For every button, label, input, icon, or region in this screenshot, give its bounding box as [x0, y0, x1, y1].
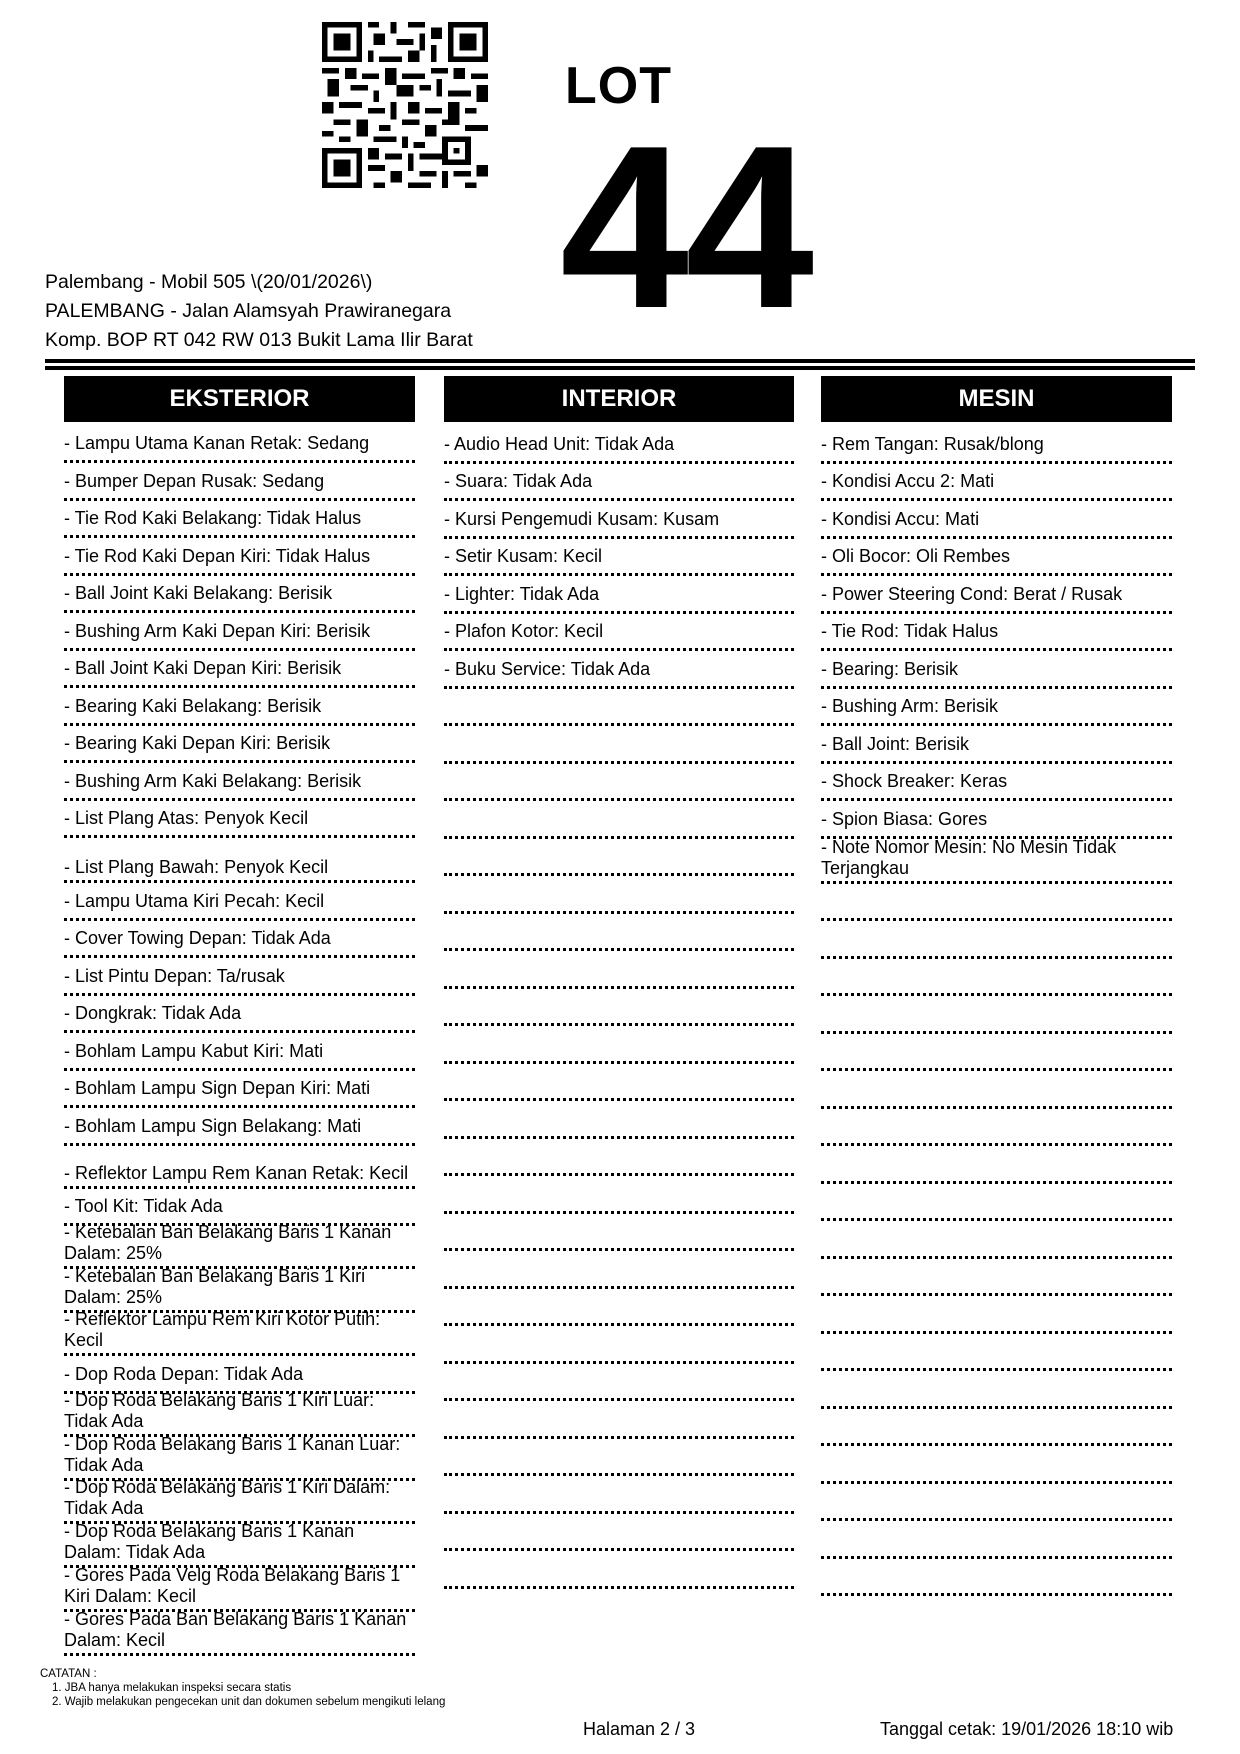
- inspection-item: [64, 726, 415, 763]
- inspection-item: [821, 764, 1172, 802]
- item-text: - Tie Rod Kaki Belakang: Tidak Halus: [64, 508, 362, 528]
- empty-row: [821, 1409, 1172, 1447]
- address-line: Palembang - Mobil 505 \(20/01/2026\): [45, 271, 373, 293]
- empty-row: [444, 689, 794, 727]
- item-text: - Lampu Utama Kanan Retak: Sedang: [64, 433, 370, 453]
- inspection-item: [821, 614, 1172, 652]
- print-date: Tanggal cetak: 19/01/2026 18:10 wib: [880, 1719, 1174, 1739]
- inspection-item: [444, 464, 794, 502]
- inspection-item: [64, 688, 415, 726]
- inspection-item: [444, 651, 794, 689]
- empty-row: [821, 1259, 1172, 1297]
- inspection-item: [821, 539, 1172, 577]
- inspection-item: [64, 763, 415, 801]
- empty-row: [821, 1034, 1172, 1072]
- empty-row: [821, 1296, 1172, 1334]
- empty-row: [444, 1251, 794, 1289]
- inspection-item: [64, 1033, 415, 1071]
- empty-row: [821, 1109, 1172, 1147]
- item-text: - List Plang Bawah: Penyok Kecil: [64, 857, 329, 877]
- item-text: - Bohlam Lampu Sign Belakang: Mati: [64, 1116, 362, 1136]
- empty-row: [821, 1221, 1172, 1259]
- note-item: 1. JBA hanya melakukan inspeksi secara statis: [52, 1682, 292, 1694]
- inspection-item: [444, 539, 794, 577]
- inspection-item: [64, 1609, 415, 1656]
- empty-row: [444, 876, 794, 914]
- inspection-item: [821, 726, 1172, 764]
- inspection-item: [444, 501, 794, 539]
- item-text: - Bearing Kaki Depan Kiri: Berisik: [64, 733, 331, 753]
- inspection-item: [821, 801, 1172, 839]
- inspection-item: [64, 1565, 415, 1612]
- item-text: - Ball Joint: Berisik: [821, 733, 970, 754]
- empty-row: [444, 989, 794, 1027]
- empty-row: [444, 1514, 794, 1552]
- section-title: MESIN: [821, 376, 1172, 422]
- empty-row: [444, 1289, 794, 1327]
- inspection-item: [821, 501, 1172, 539]
- item-text: - List Plang Atas: Penyok Kecil: [64, 808, 309, 828]
- inspection-item: [821, 426, 1172, 464]
- empty-row: [444, 914, 794, 952]
- item-text: - Dop Roda Belakang Baris 1 Kiri Luar: Tidak Ada: [64, 1390, 375, 1431]
- empty-row: [444, 1139, 794, 1177]
- inspection-item: [64, 1071, 415, 1108]
- inspection-item: [64, 801, 415, 838]
- empty-row: [821, 1521, 1172, 1559]
- item-text: - Ball Joint Kaki Belakang: Berisik: [64, 583, 333, 603]
- inspection-item: [64, 921, 415, 958]
- item-text: - Tie Rod: Tidak Halus: [821, 621, 999, 641]
- item-text: - Shock Breaker: Keras: [821, 771, 1008, 791]
- inspection-item: [821, 689, 1172, 727]
- empty-row: [444, 1364, 794, 1402]
- item-text: - Ketebalan Ban Belakang Baris 1 Kiri Dalam: 25%: [64, 1266, 366, 1307]
- item-text: - Gores Pada Ban Belakang Baris 1 Kanan Dalam: Kecil: [64, 1609, 407, 1650]
- header-divider-top: [45, 359, 1195, 363]
- empty-row: [444, 764, 794, 802]
- item-text: - Plafon Kotor: Kecil: [444, 621, 604, 641]
- empty-row: [444, 1326, 794, 1364]
- item-text: - Setir Kusam: Kecil: [444, 546, 603, 566]
- section-interior: [444, 376, 794, 1589]
- item-text: - Dop Roda Belakang Baris 1 Kanan Dalam: Tidak Ada: [64, 1521, 355, 1562]
- section-title: EKSTERIOR: [64, 376, 415, 422]
- item-text: - Audio Head Unit: Tidak Ada: [444, 433, 675, 454]
- item-text: - Lampu Utama Kiri Pecah: Kecil: [64, 891, 325, 911]
- item-text: - Bushing Arm Kaki Belakang: Berisik: [64, 771, 362, 791]
- item-text: - Bohlam Lampu Kabut Kiri: Mati: [64, 1041, 324, 1061]
- empty-row: [444, 726, 794, 764]
- notes: [40, 1667, 445, 1709]
- item-text: - Reflektor Lampu Rem Kanan Retak: Kecil: [64, 1163, 409, 1183]
- empty-row: [821, 921, 1172, 959]
- empty-row: [444, 1064, 794, 1102]
- empty-row: [821, 1484, 1172, 1522]
- item-list: [64, 426, 415, 1656]
- item-text: - Bushing Arm: Berisik: [821, 696, 999, 716]
- inspection-item: [64, 463, 415, 501]
- empty-row: [444, 1439, 794, 1477]
- inspection-item: [444, 426, 794, 464]
- item-text: - Rem Tangan: Rusak/blong: [821, 433, 1044, 454]
- item-text: - Lighter: Tidak Ada: [444, 583, 600, 604]
- inspection-item: [64, 1356, 415, 1394]
- item-text: - Gores Pada Velg Roda Belakang Baris 1 Kiri Dalam: Kecil: [64, 1565, 401, 1606]
- empty-row: [821, 1146, 1172, 1184]
- inspection-item: [64, 996, 415, 1033]
- empty-row: [444, 1176, 794, 1214]
- inspection-item: [64, 538, 415, 576]
- inspection-item: [64, 883, 415, 921]
- empty-row: [821, 1559, 1172, 1597]
- item-text: - Bearing: Berisik: [821, 658, 959, 679]
- empty-row: [444, 1401, 794, 1439]
- notes-title: CATATAN :: [40, 1668, 97, 1680]
- item-text: - Dop Roda Belakang Baris 1 Kanan Luar: Tidak Ada: [64, 1434, 401, 1475]
- empty-row: [821, 1446, 1172, 1484]
- location-address: [45, 268, 473, 355]
- inspection-item: [64, 958, 415, 996]
- section-mesin: [821, 376, 1172, 1596]
- inspection-item: [64, 1189, 415, 1226]
- note-item: 2. Wajib melakukan pengecekan unit dan dokumen sebelum mengikuti lelang: [52, 1696, 446, 1708]
- inspection-item: [64, 1434, 415, 1481]
- inspection-item: [821, 836, 1172, 884]
- address-line: Komp. BOP RT 042 RW 013 Bukit Lama Ilir Barat: [45, 329, 473, 351]
- section-eksterior: [64, 376, 415, 1656]
- item-text: - Dop Roda Belakang Baris 1 Kiri Dalam: Tidak Ada: [64, 1477, 391, 1518]
- empty-row: [821, 1371, 1172, 1409]
- inspection-item: [64, 1146, 415, 1189]
- item-text: - Dop Roda Depan: Tidak Ada: [64, 1364, 304, 1384]
- inspection-item: [821, 576, 1172, 614]
- inspection-item: [64, 426, 415, 463]
- item-text: - Tie Rod Kaki Depan Kiri: Tidak Halus: [64, 546, 371, 566]
- item-text: - Ball Joint Kaki Depan Kiri: Berisik: [64, 658, 342, 678]
- inspection-item: [64, 1521, 415, 1568]
- page-number: Halaman 2 / 3: [583, 1719, 696, 1739]
- item-text: - Buku Service: Tidak Ada: [444, 658, 651, 679]
- empty-row: [821, 884, 1172, 922]
- empty-row: [444, 1101, 794, 1139]
- item-text: - Kondisi Accu: Mati: [821, 508, 980, 529]
- item-text: - Bushing Arm Kaki Depan Kiri: Berisik: [64, 621, 371, 641]
- empty-row: [444, 839, 794, 877]
- lot-number: 44: [560, 98, 811, 357]
- inspection-item: [64, 613, 415, 651]
- item-text: - Note Nomor Mesin: No Mesin Tidak Terjangkau: [821, 836, 1117, 878]
- item-text: - List Pintu Depan: Ta/rusak: [64, 966, 285, 986]
- item-text: - Oli Bocor: Oli Rembes: [821, 546, 1011, 566]
- empty-row: [444, 1476, 794, 1514]
- inspection-item: [64, 1309, 415, 1356]
- empty-row: [821, 1071, 1172, 1109]
- item-list: [821, 426, 1172, 1596]
- item-list: [444, 426, 794, 1589]
- lot-label: LOT: [565, 57, 672, 115]
- inspection-item: [64, 1266, 415, 1313]
- inspection-item: [64, 1477, 415, 1524]
- empty-row: [444, 1214, 794, 1252]
- item-text: - Suara: Tidak Ada: [444, 471, 593, 491]
- item-text: - Power Steering Cond: Berat / Rusak: [821, 583, 1123, 604]
- empty-row: [444, 1026, 794, 1064]
- inspection-item: [821, 464, 1172, 502]
- section-title: INTERIOR: [444, 376, 794, 422]
- inspection-item: [444, 614, 794, 652]
- inspection-item: [64, 1390, 415, 1437]
- item-text: - Bearing Kaki Belakang: Berisik: [64, 696, 322, 716]
- address-line: PALEMBANG - Jalan Alamsyah Prawiranegara: [45, 300, 452, 322]
- empty-row: [821, 959, 1172, 997]
- item-text: - Dongkrak: Tidak Ada: [64, 1003, 242, 1023]
- item-text: - Cover Towing Depan: Tidak Ada: [64, 928, 331, 948]
- empty-row: [444, 951, 794, 989]
- item-text: - Kondisi Accu 2: Mati: [821, 471, 995, 491]
- item-text: - Bumper Depan Rusak: Sedang: [64, 471, 325, 491]
- inspection-item: [64, 838, 415, 883]
- empty-row: [821, 1184, 1172, 1222]
- empty-row: [821, 996, 1172, 1034]
- inspection-item: [64, 501, 415, 538]
- item-text: - Tool Kit: Tidak Ada: [64, 1196, 223, 1216]
- header-divider-bottom: [45, 366, 1195, 370]
- item-text: - Spion Biasa: Gores: [821, 808, 988, 829]
- item-text: - Reflektor Lampu Rem Kiri Kotor Putih: Kecil: [64, 1309, 381, 1350]
- empty-row: [821, 1334, 1172, 1372]
- empty-row: [444, 1551, 794, 1589]
- inspection-item: [64, 576, 415, 613]
- item-text: - Kursi Pengemudi Kusam: Kusam: [444, 508, 720, 529]
- item-text: - Ketebalan Ban Belakang Baris 1 Kanan Dalam: 25%: [64, 1222, 392, 1263]
- item-text: - Bohlam Lampu Sign Depan Kiri: Mati: [64, 1078, 371, 1098]
- qr-code: [322, 22, 488, 188]
- inspection-item: [821, 651, 1172, 689]
- inspection-item: [64, 1108, 415, 1146]
- inspection-item: [64, 1222, 415, 1269]
- empty-row: [444, 801, 794, 839]
- inspection-item: [64, 651, 415, 688]
- inspection-item: [444, 576, 794, 614]
